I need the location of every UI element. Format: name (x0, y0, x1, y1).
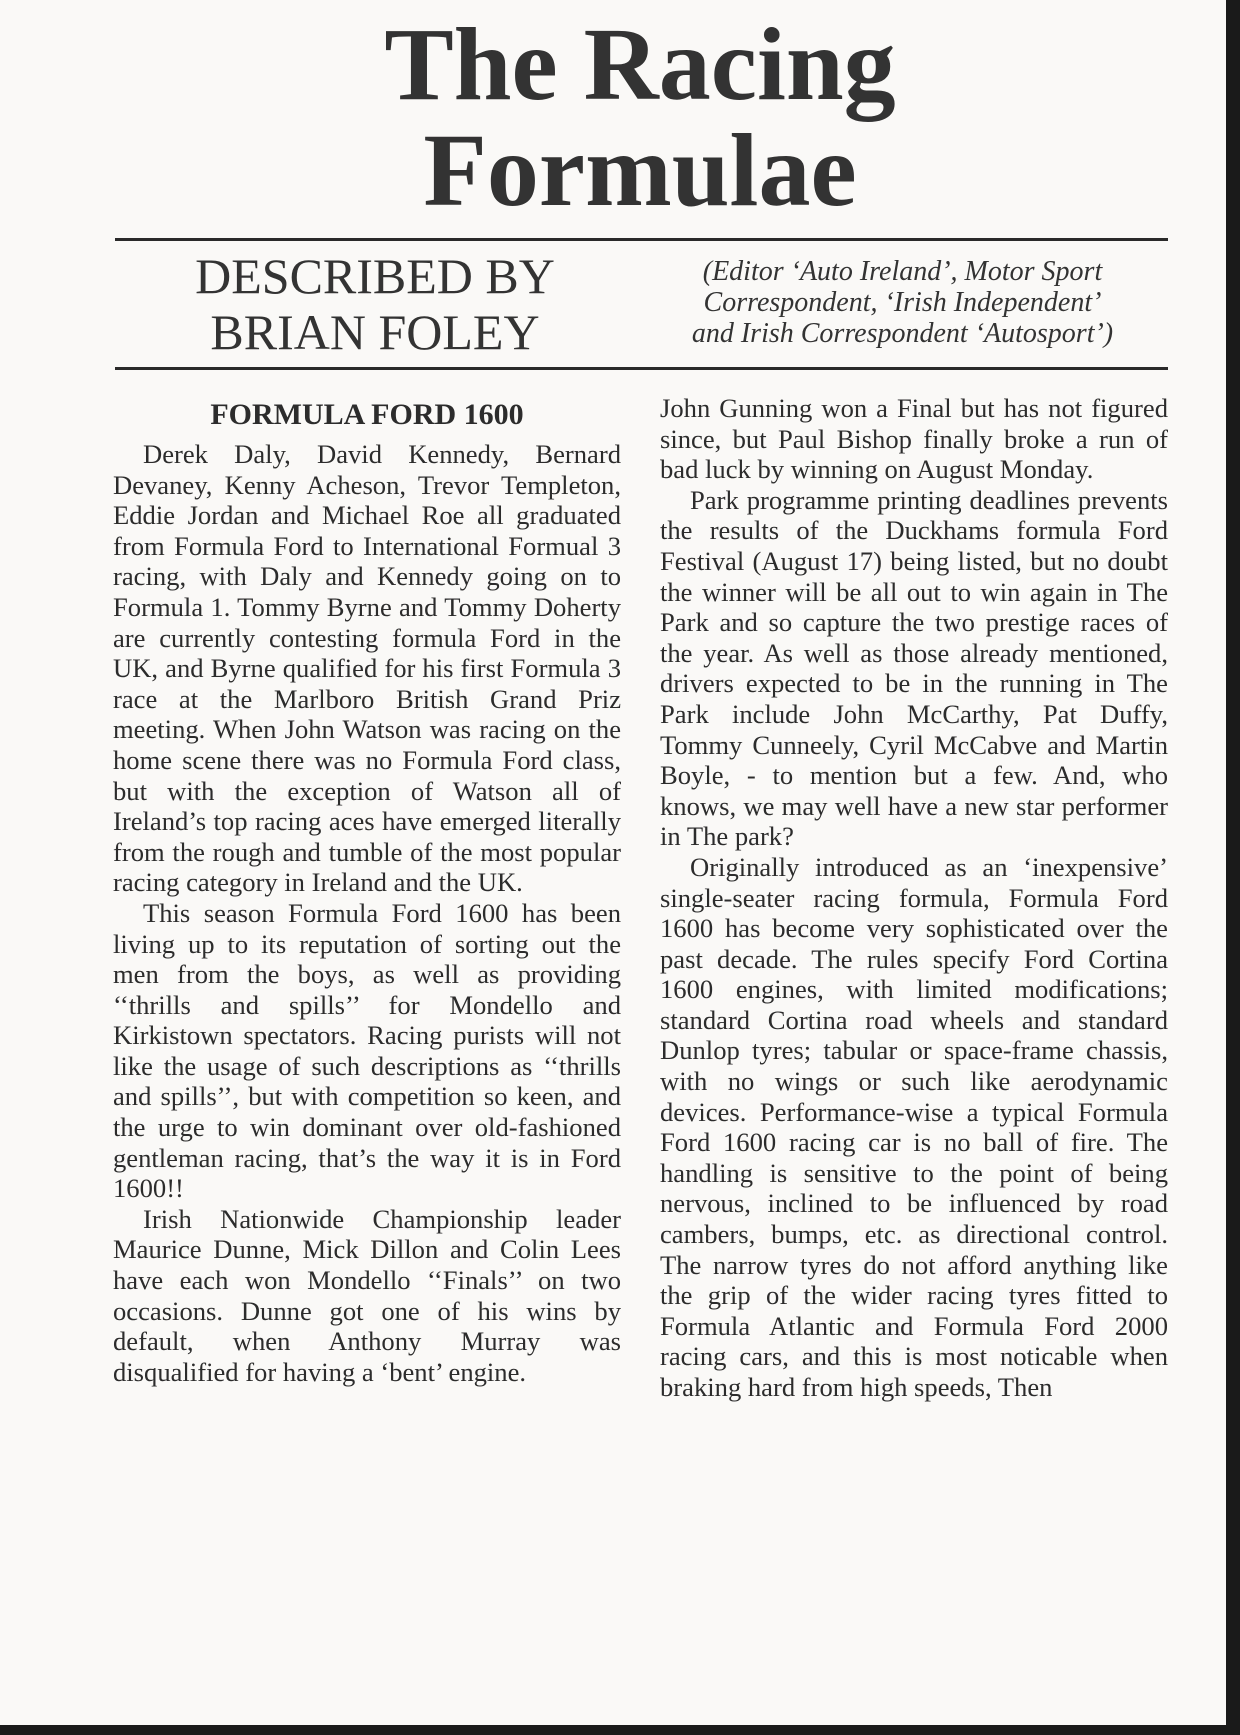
title-line-1: The Racing (384, 7, 896, 122)
author-credits (640, 256, 1165, 349)
paragraph: John Gunning won a Final but has not figured since, but Paul Bishop finally broke a run of bad luck by winning on August Monday. (660, 393, 1168, 485)
title-line-2: Formulae (423, 113, 857, 228)
bottom-divider (115, 367, 1168, 370)
paragraph: This season Formula Ford 1600 has been living up to its reputation of sorting out the men from the boys, as well as providing ‘‘thrills and spills’’ for Mondello and Kirkistown spectators. Racing purists will not like the usage of such descriptions as ‘‘thrills and spills’’, but with competition so keen, and the urge to win dominant over old-fashioned gentleman racing, that’s the way it is in Ford 1600!! (113, 897, 621, 1204)
paragraph: Irish Nationwide Championship leader Maurice Dunne, Mick Dillon and Colin Lees have each won Mondello ‘‘Finals’’ on two occasions. Dunne got one of his wins by default, when Anthony Murray was disqualified for having a ‘bent’ engine. (113, 1203, 621, 1387)
left-column (113, 393, 621, 1387)
byline-line-2: BRIAN FOLEY (210, 304, 540, 360)
page-edge-shadow (1226, 0, 1240, 1735)
right-column (660, 393, 1168, 1403)
page-bottom-shadow (0, 1725, 1240, 1735)
byline (115, 248, 635, 360)
credits-line-1: (Editor ‘Auto Ireland’, Motor Sport (702, 256, 1103, 287)
page-title (110, 7, 1170, 228)
byline-line-1: DESCRIBED BY (195, 248, 555, 304)
paragraph: Originally introduced as an ‘inexpensive’ single-seater racing formula, Formula Ford 1600 has become very sophisticated over the past decade. The rules specify Ford Cortina 1600 engines, with limited modifications; standard Cortina road wheels and standard Dunlop tyres; tabular or space-frame chassis, with no wings or such like aerodynamic devices. Performance-wise a typical Formula Ford 1600 racing car is no ball of fire. The handling is sensitive to the point of being nervous, inclined to be influenced by road cambers, bumps, etc. as directional control. The narrow tyres do not afford anything like the grip of the wider racing tyres fitted to Formula Atlantic and Formula Ford 2000 racing cars, and this is most noticable when braking hard from high speeds, Then (660, 851, 1168, 1402)
credits-line-2: Correspondent, ‘Irish Independent’ (703, 287, 1102, 318)
section-heading: FORMULA FORD 1600 (210, 398, 524, 431)
paragraph: Park programme printing deadlines prevents the results of the Duckhams formula Ford Festival (August 17) being listed, but no doubt the winner will be all out to win again in The Park and so capture the two prestige races of the year. As well as those already mentioned, drivers expected to be in the running in The Park include John McCarthy, Pat Duffy, Tommy Cunneely, Cyril McCabve and Martin Boyle, - to mention but a few. And, who knows, we may well have a new star performer in The park? (660, 484, 1168, 852)
top-divider (115, 238, 1168, 241)
paragraph: Derek Daly, David Kennedy, Bernard Devaney, Kenny Acheson, Trevor Templeton, Eddie Jordan and Michael Roe all graduated from Formula Ford to International Formual 3 racing, with Daly and Kennedy going on to Formula 1. Tommy Byrne and Tommy Doherty are currently contesting formula Ford in the UK, and Byrne qualified for his first Formula 3 race at the Marlboro British Grand Priz meeting. When John Watson was racing on the home scene there was no Formula Ford class, but with the exception of Watson all of Ireland’s top racing aces have emerged literally from the rough and tumble of the most popular racing category in Ireland and the UK. (113, 439, 621, 898)
credits-line-3: and Irish Correspondent ‘Autosport’) (691, 318, 1114, 349)
